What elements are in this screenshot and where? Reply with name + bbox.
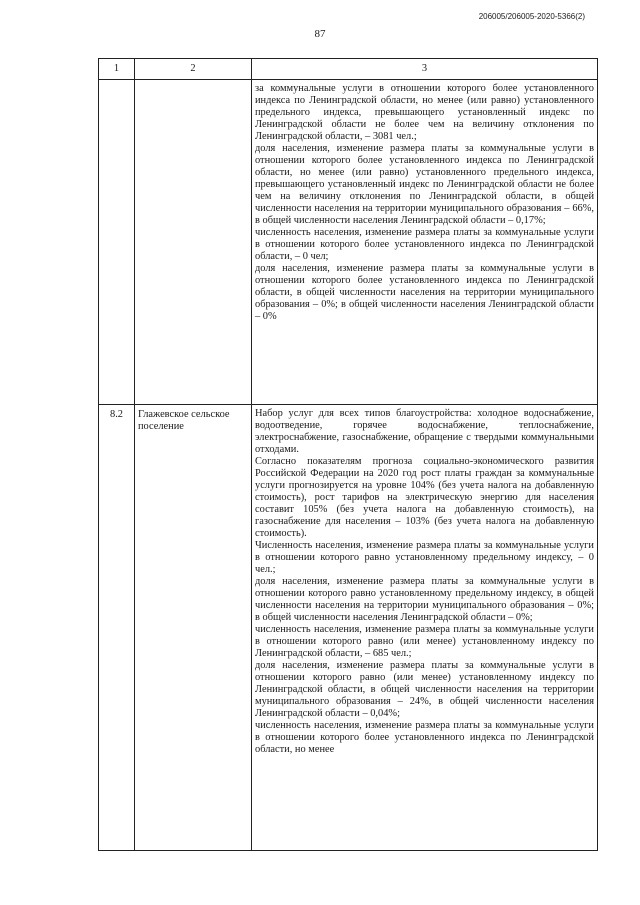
table-header-row xyxy=(99,59,598,80)
paragraph: доля населения, изменение размера платы за коммунальные услуги в отношении которого равно установленному предельному индексу, в общей численности населения на территории муниципального образования – 0%; в общей численности населения Ленинградской области – 0%; xyxy=(255,576,594,623)
data-table xyxy=(98,58,598,851)
paragraph: численность населения, изменение размера платы за коммунальные услуги в отношении которого более установленного индекса по Ленинградской области, но менее xyxy=(255,720,594,755)
settlement-name-cell: Глажевское сельское поселение xyxy=(135,405,252,851)
paragraph: доля населения, изменение размера платы за коммунальные услуги в отношении которого равно (или менее) установленному индексу по Ленинградской области, в общей численности населения на территории муниципального образования – 24%, в общей численности населения Ленинградской области – 0,04%; xyxy=(255,660,594,719)
page-number: 87 xyxy=(314,28,326,40)
paragraph: численность населения, изменение размера платы за коммунальные услуги в отношении которого более установленного индекса по Ленинградской области, – 0 чел; xyxy=(255,227,594,262)
paragraph: доля населения, изменение размера платы за коммунальные услуги в отношении которого более установленного индекса по Ленинградской области, но менее (или равно) установленного предельного индекса, превышающего установленный индекс по Ленинградской области не более чем на величину отклонения по Ленинградской области, в общей численности населения на территории муниципального образования – 66%, в общей численности населения Ленинградской области – 0,17%; xyxy=(255,143,594,226)
paragraph: Набор услуг для всех типов благоустройства: холодное водоснабжение, водоотведение, горячее водоснабжение, теплоснабжение, электроснабжение, газоснабжение, обращение с твердыми коммунальными отходами. xyxy=(255,408,594,455)
paragraph: Согласно показателям прогноза социально-экономического развития Российской Федерации на 2020 год рост платы граждан за коммунальные услуги прогнозируется на уровне 104% (без учета налога на добавленную стоимость), рост тарифов на электрическую энергию для населения составит 105% (без учета налога на добавленную стоимость), на газоснабжение для населения – 103% (без учета налога на добавленную стоимость). xyxy=(255,456,594,539)
column-header: 1 xyxy=(99,59,135,80)
document-id: 206005/206005-2020-5366(2) xyxy=(478,12,585,21)
paragraph: доля населения, изменение размера платы за коммунальные услуги в отношении которого более установленного индекса по Ленинградской области, в общей численности населения на территории муниципального образования – 0%; в общей численности населения Ленинградской области – 0% xyxy=(255,263,594,322)
settlement-name-cell xyxy=(135,80,252,405)
column-header: 3 xyxy=(252,59,598,80)
description-cell xyxy=(252,405,598,851)
paragraph: Численность населения, изменение размера платы за коммунальные услуги в отношении которого равно установленному предельному индексу, – 0 чел.; xyxy=(255,540,594,575)
table-row xyxy=(99,405,598,851)
row-number-cell: 8.2 xyxy=(99,405,135,851)
paragraph: численность населения, изменение размера платы за коммунальные услуги в отношении которого равно (или менее) установленному индексу по Ленинградской области, – 685 чел.; xyxy=(255,624,594,659)
paragraph: за коммунальные услуги в отношении которого более установленного индекса по Ленинградской области, но менее (или равно) установленного предельного индекса, превышающего установленный индекс по Ленинградской области не более чем на величину отклонения по Ленинградской области, – 3081 чел.; xyxy=(255,83,594,142)
table-row xyxy=(99,80,598,405)
row-number-cell xyxy=(99,80,135,405)
description-cell xyxy=(252,80,598,405)
column-header: 2 xyxy=(135,59,252,80)
